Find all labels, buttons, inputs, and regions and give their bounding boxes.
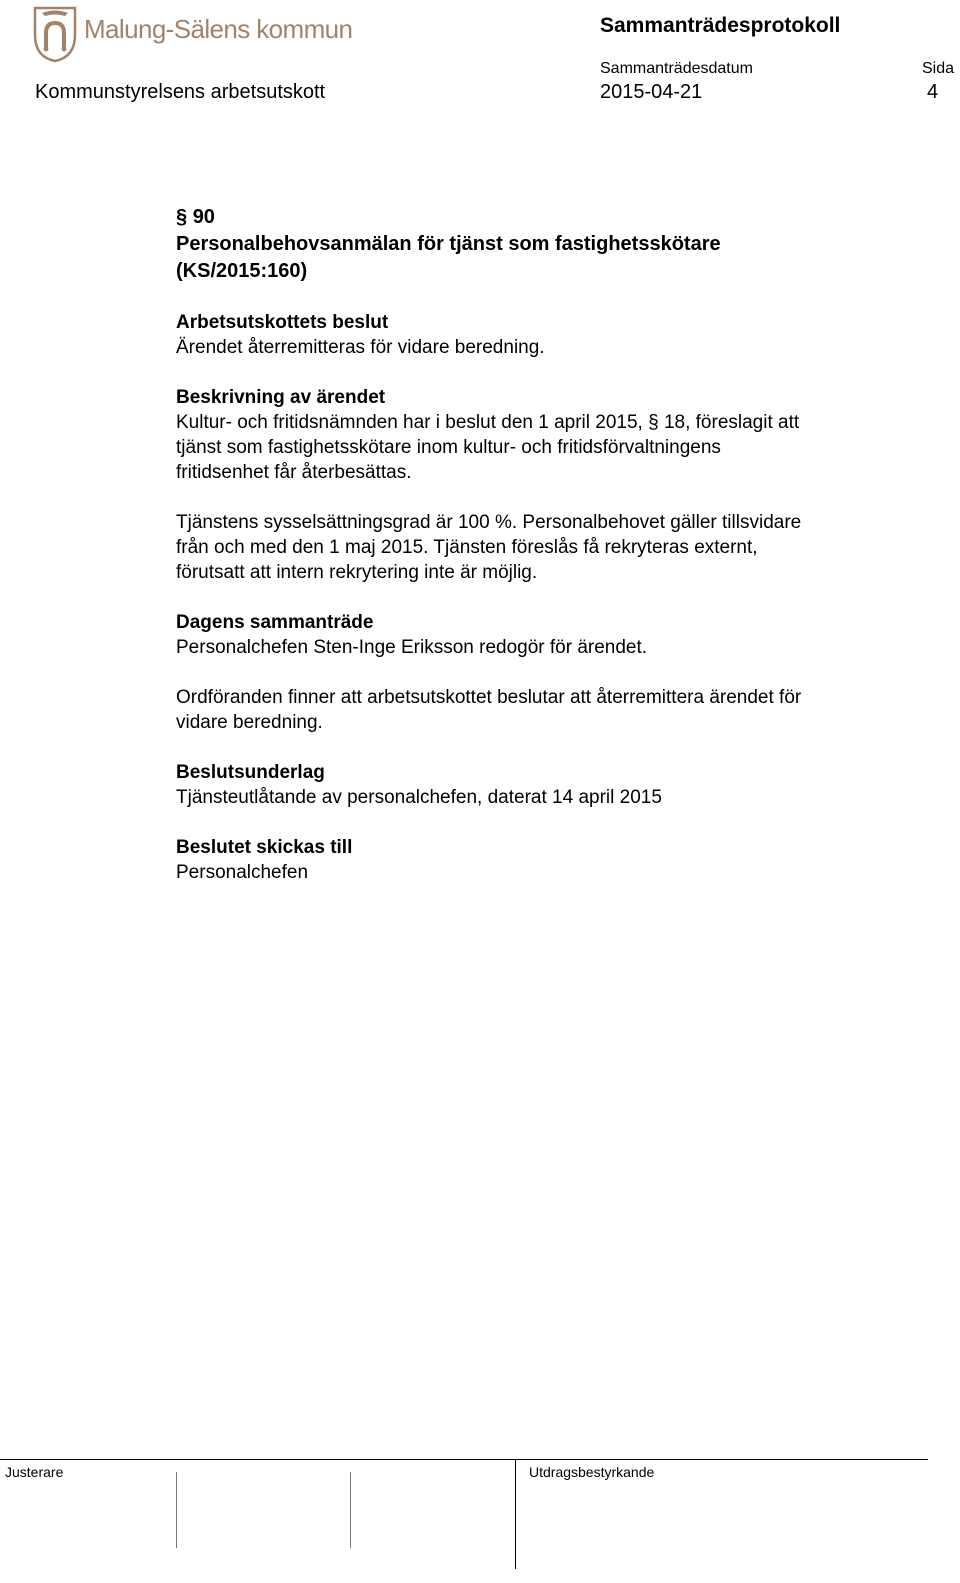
meeting-date-label: Sammanträdesdatum <box>600 60 753 77</box>
decision-text: Ärendet återremitteras för vidare beredning. <box>176 337 545 358</box>
description-line: förutsatt att intern rekrytering inte är möjlig. <box>176 562 538 583</box>
extract-certification-label: Utdragsbestyrkande <box>529 1464 655 1480</box>
footer-divider <box>0 1459 928 1460</box>
decision-heading: Arbetsutskottets beslut <box>176 312 389 333</box>
page-label: Sida <box>922 60 955 77</box>
meeting-heading: Dagens sammanträde <box>176 612 374 633</box>
chair-ruling-line: vidare beredning. <box>176 712 323 733</box>
logo-text: Malung-Sälens kommun <box>84 14 353 44</box>
sent-to-heading: Beslutet skickas till <box>176 837 353 858</box>
municipality-logo <box>32 5 352 65</box>
signature-divider <box>350 1472 351 1548</box>
description-heading: Beskrivning av ärendet <box>176 387 386 408</box>
adjuster-label: Justerare <box>5 1464 64 1480</box>
description-line: Kultur- och fritidsnämnden har i beslut den 1 april 2015, § 18, föreslagit att <box>176 412 800 433</box>
item-title-line2: (KS/2015:160) <box>176 260 308 282</box>
section-symbol: § <box>176 206 188 228</box>
basis-heading: Beslutsunderlag <box>176 762 325 783</box>
description-line: Tjänstens sysselsättningsgrad är 100 %. Personalbehovet gäller tillsvidare <box>176 512 802 533</box>
document-type-title: Sammanträdesprotokoll <box>600 14 841 37</box>
description-line: fritidsenhet får återbesättas. <box>176 462 412 483</box>
committee-name: Kommunstyrelsens arbetsutskott <box>35 81 326 103</box>
item-number <box>176 204 916 231</box>
signature-divider <box>176 1472 177 1548</box>
basis-text: Tjänsteutlåtande av personalchefen, daterat 14 april 2015 <box>176 787 662 808</box>
chair-ruling-line: Ordföranden finner att arbetsutskottet beslutar att återremittera ärendet för <box>176 687 802 708</box>
page-number: 4 <box>927 81 939 103</box>
meeting-date-value: 2015-04-21 <box>600 81 703 103</box>
signature-divider <box>515 1459 516 1569</box>
item-number-value: 90 <box>192 206 215 228</box>
sent-to-text: Personalchefen <box>176 862 309 883</box>
meeting-text: Personalchefen Sten-Inge Eriksson redogör för ärendet. <box>176 637 648 658</box>
protocol-item <box>176 204 916 885</box>
horseshoe-shield-icon <box>32 5 78 63</box>
item-title-line1: Personalbehovsanmälan för tjänst som fastighetsskötare <box>176 233 721 255</box>
description-line: från och med den 1 maj 2015. Tjänsten föreslås få rekryteras externt, <box>176 537 758 558</box>
description-line: tjänst som fastighetsskötare inom kultur- och fritidsförvaltningens <box>176 437 721 458</box>
